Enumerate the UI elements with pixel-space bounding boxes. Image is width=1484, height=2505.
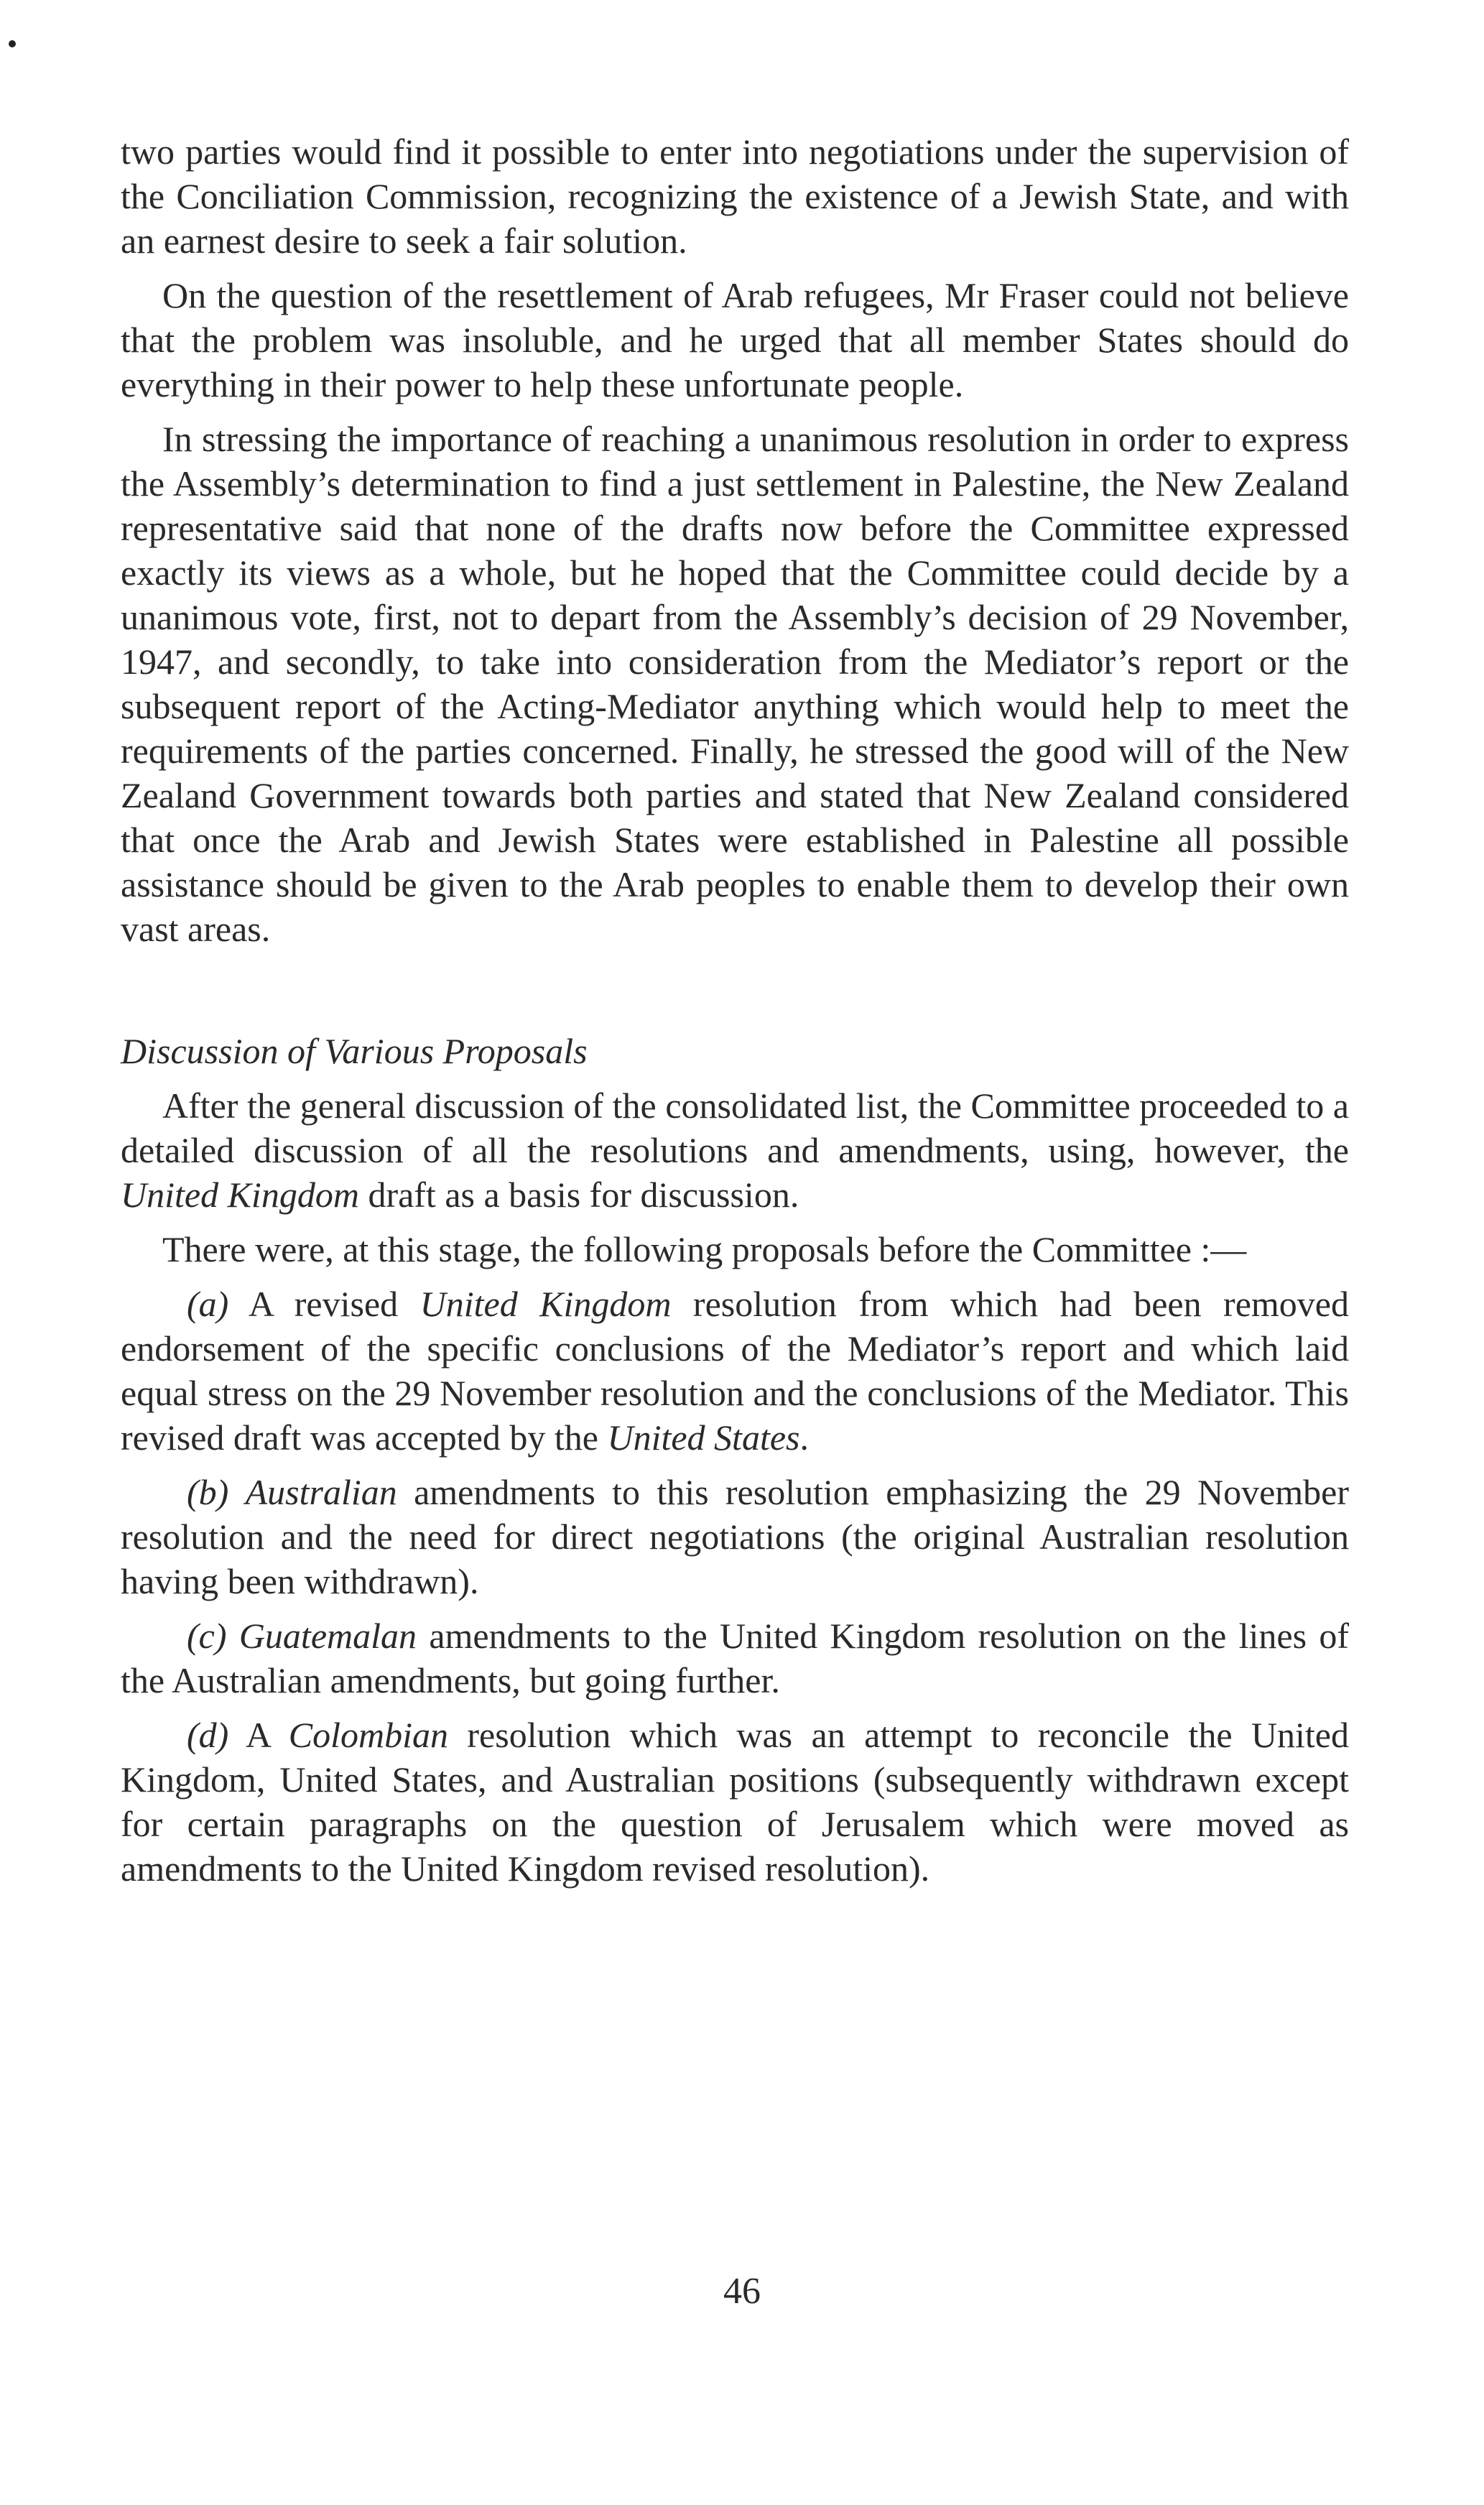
page-body bbox=[121, 129, 1349, 1891]
text: amendments to the United Kingdom resolution on the lines of the Australian amendments, but going further. bbox=[121, 1616, 1350, 1700]
text: . bbox=[799, 1417, 809, 1458]
emphasis: Guatemalan bbox=[238, 1616, 417, 1656]
proposal-item-d bbox=[121, 1713, 1349, 1891]
proposal-item-b bbox=[121, 1470, 1349, 1603]
text: A bbox=[228, 1715, 289, 1755]
text: resolution from which had been removed endorsement of the specific conclusions of the Mediator’s report and which laid equal stress on the 29 November resolution and the conclusions of the Mediator. This revised draft was accepted by the bbox=[121, 1284, 1349, 1458]
page-number: 46 bbox=[723, 2271, 761, 2312]
emphasis: Australian bbox=[245, 1472, 397, 1512]
paragraph-unanimous-resolution: In stressing the importance of reaching a unanimous resolution in order to express the Assembly’s determination to find a just settlement in Palestine, the New Zealand representative said that none of the drafts now before the Committee expressed exactly its views as a whole, but he hoped that the Committee could decide by a unanimous vote, first, not to depart from the Assembly’s decision of 29 November, 1947, and secondly, to take into consideration from the Mediator’s report or the subsequent report of the Acting-Mediator anything which would help to meet the requirements of the parties concerned. Finally, he stressed the good will of the New Zealand Government towards both parties and stated that New Zealand considered that once the Arab and Jewish States were established in Palestine all possible assistance should be given to the Arab peoples to enable them to develop their own vast areas. bbox=[121, 419, 1349, 949]
item-marker: (c) bbox=[187, 1616, 227, 1656]
section-heading: Discussion of Various Proposals bbox=[121, 1031, 588, 1071]
text: A revised bbox=[228, 1284, 420, 1324]
emphasis: United Kingdom bbox=[419, 1284, 672, 1324]
item-marker: (b) bbox=[187, 1472, 229, 1512]
text: After the general discussion of the consolidated list, the Committee proceeded to a detailed discussion of all the resolutions and amendments, using, however, the bbox=[121, 1085, 1349, 1170]
item-marker: (d) bbox=[187, 1715, 229, 1755]
paragraph-general-discussion bbox=[121, 1083, 1349, 1217]
proposal-item-a bbox=[121, 1282, 1349, 1460]
emphasis: United Kingdom bbox=[121, 1175, 359, 1215]
emphasis: Colombian bbox=[288, 1715, 448, 1755]
paragraph-proposals-intro: There were, at this stage, the following proposals before the Committee :— bbox=[162, 1229, 1247, 1269]
text: resolution which was an attempt to reconcile the United Kingdom, United States, and Australian positions (subsequently withdrawn except for certain paragraphs on the question of Jerusalem which were moved as amendments to the United Kingdom revised resolution). bbox=[121, 1715, 1349, 1889]
proposal-item-c bbox=[121, 1613, 1349, 1703]
text: draft as a basis for discussion. bbox=[358, 1175, 799, 1215]
text: amendments to this resolution emphasizing the 29 November resolution and the need for direct negotiations (the original Australian resolution having been withdrawn). bbox=[121, 1472, 1349, 1601]
paragraph-continuation: two parties would find it possible to enter into negotiations under the supervision of the Conciliation Commission, recognizing the existence of a Jewish State, and with an earnest desire to seek a fair solution. bbox=[121, 131, 1349, 261]
emphasis: United States bbox=[607, 1417, 800, 1458]
scan-speck bbox=[9, 40, 16, 47]
item-marker: (a) bbox=[187, 1284, 229, 1324]
paragraph-refugees: On the question of the resettlement of Arab refugees, Mr Fraser could not believe that the problem was insoluble, and he urged that all member States should do everything in their power to help these unfortunate people. bbox=[121, 275, 1349, 404]
